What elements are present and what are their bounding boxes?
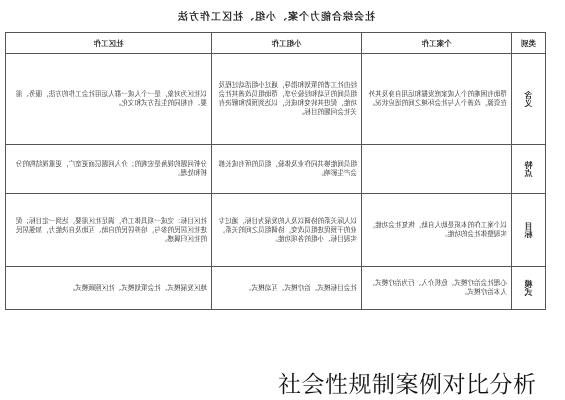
header-casework: 个案工作 [362,33,512,54]
cell-casework [362,145,512,194]
cell-communitywork: 地区发展模式、社会策划模式、社区照顾模式。 [6,267,212,310]
table-row [6,54,546,145]
cell-casework: 以个案工作的本质是助人自助，恢复社会功能，实现整体社会的功能。 [362,194,512,267]
header-category: 类别 [512,33,546,54]
comparison-table [5,32,546,310]
header-communitywork: 社区工作 [6,33,212,54]
cell-casework: 帮助有困难的个人或家庭发掘和运用自身及其外在资源，改善个人与社会环境之间的适应状况。 [362,54,512,145]
table-row [6,194,546,267]
cell-casework: 心理社会治疗模式、危机介入、行为治疗模式、人本治疗模式。 [362,267,512,310]
cell-groupwork: 经由社工者的策划和指导，通过小组活动过程及组员间的互动和经验分享，帮助组员改善其社会功能，促进其转变和成长，以达到预防和解决有关社会问题的目标。 [212,54,362,145]
row-category: 特点 [512,145,546,194]
cell-communitywork: 以社区为对象，是一个人或一群人运用社会工作的方法，服务、需要、有相同的生活方式和文化。 [6,54,212,145]
cell-groupwork: 以人际关系的协调以及人的发展为目标，通过专业的干预促进组员改变，协调组员之间的关系，实现目标、小组的各项功能。 [212,194,362,267]
table-row [6,145,546,194]
cell-communitywork: 分析问题的视角是宏观的；介入问题层面更宽广，更重视结构的分析和处理。 [6,145,212,194]
image-caption: 社会性规制案例对比分析 [278,372,537,398]
cell-groupwork: 组员间能够共同作业及体验，组员的所有成长都会产生影响。 [212,145,362,194]
comparison-sheet [6,4,546,356]
header-groupwork: 小组工作 [212,33,362,54]
row-category: 含义 [512,54,546,145]
row-category: 模式 [512,267,546,310]
cell-groupwork: 社会目标模式、治疗模式、互动模式。 [212,267,362,310]
header-row [6,33,546,54]
table-row [6,267,546,310]
cell-communitywork: 社区目标：完成一项具体工作，满足社区需要，达到一定目标；促进社区居民的参与，培养居民的自助、互助及自决能力，加强居民的社区归属感。 [6,194,212,267]
document-title: 社会综合能力个案、小组、社区工作方法 [177,12,375,23]
row-category: 目标 [512,194,546,267]
